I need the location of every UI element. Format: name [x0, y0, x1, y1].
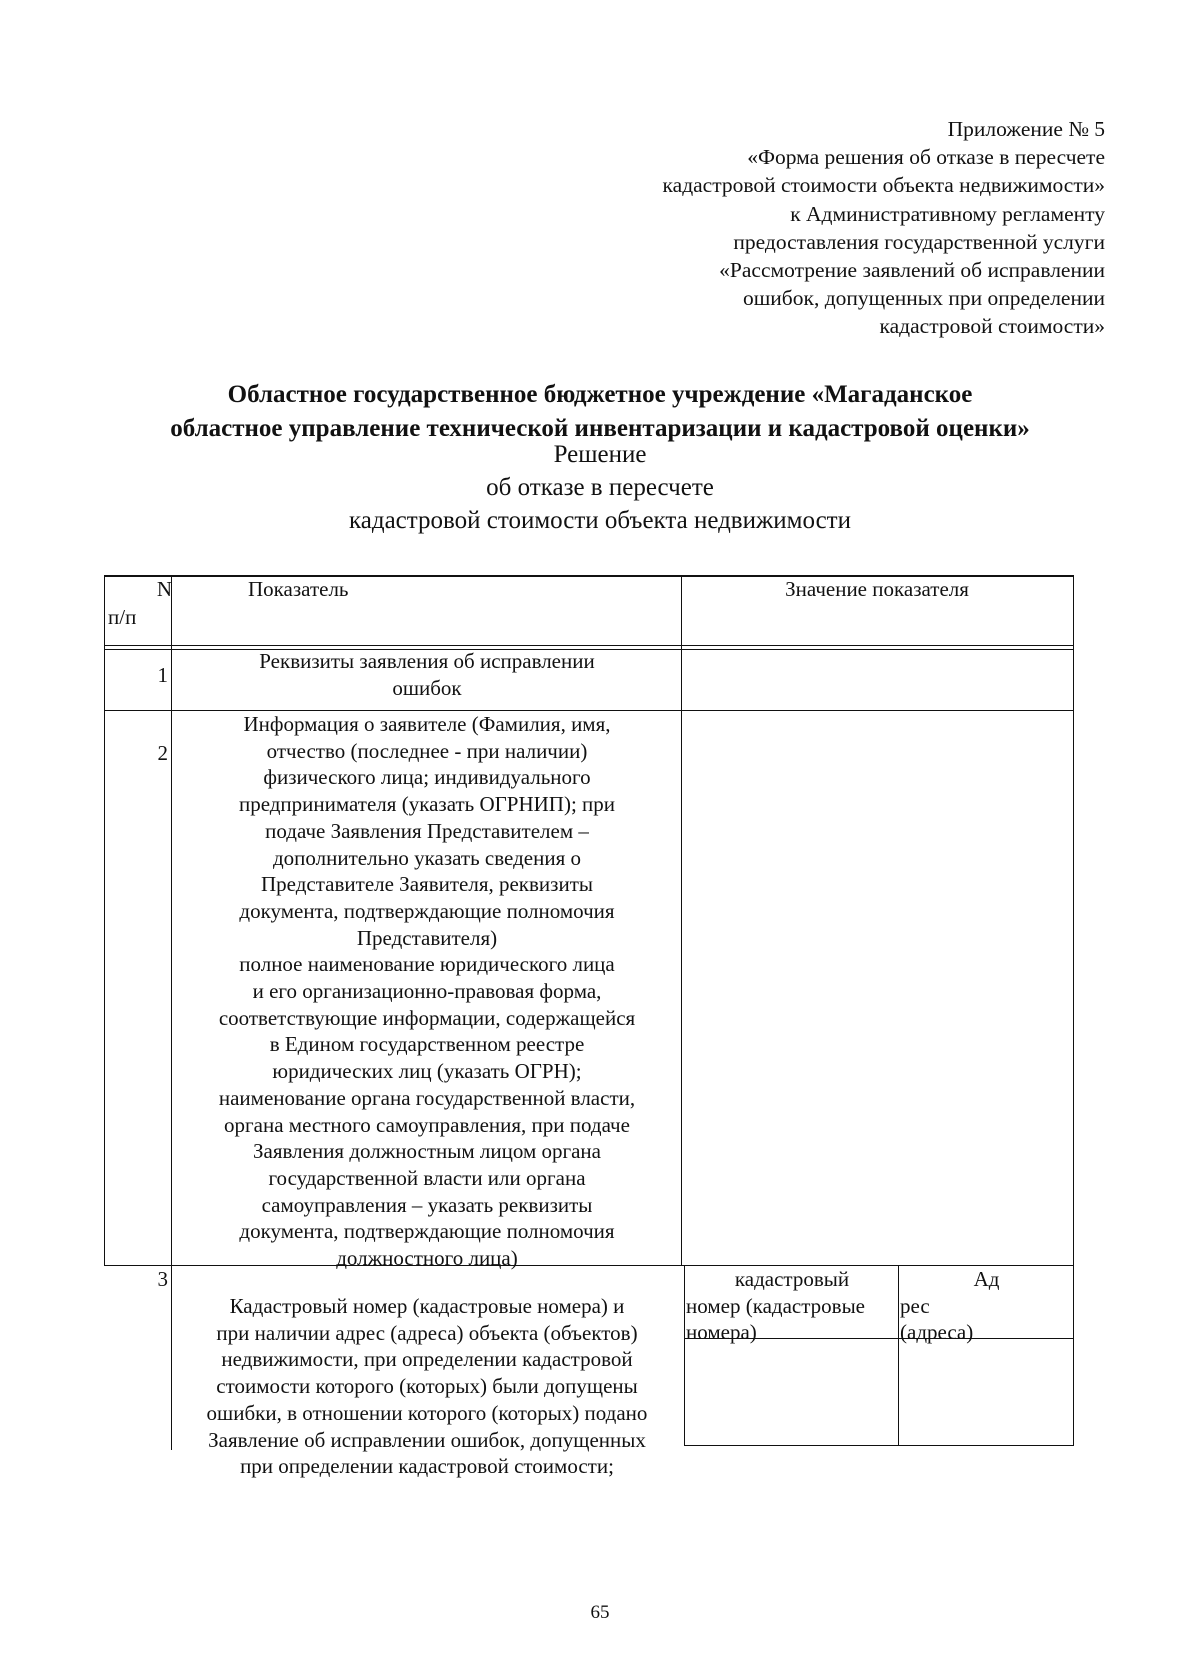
- subtable-bottom: [684, 1445, 1074, 1446]
- appendix-line: кадастровой стоимости»: [879, 314, 1105, 339]
- table-row-divider: [104, 645, 1074, 646]
- organization-line: областное управление технической инвентаризации и кадастровой оценки»: [170, 415, 1030, 442]
- appendix-line: предоставления государственной услуги: [733, 229, 1105, 254]
- subtable-middle: [898, 1265, 899, 1446]
- row-number: 3: [157, 1267, 168, 1291]
- row-indicator-text: Реквизиты заявления об исправлении ошибок: [259, 649, 595, 700]
- row-number: 1: [157, 663, 168, 687]
- appendix-line: «Форма решения об отказе в пересчете: [747, 145, 1105, 170]
- subheader-address: Ад рес (адреса): [900, 1267, 1000, 1345]
- decision-subtitle-line: об отказе в пересчете: [486, 474, 714, 501]
- row-indicator-text: Информация о заявителе (Фамилия, имя, отчество (последнее - при наличии) физического лица; индивидуального предпринимателя (указать ОГРНИП); при подаче Заявления Представителем – дополнительно указать сведения о Представителе Заявителя, реквизиты документа, подтверждающие полномочия Представителя) полное наименование юридического лица и его организационно-правовая форма, соответствующие информации, содержащейся в Едином государственном реестре юридических лиц (указать ОГРН); наименование органа государственной власти, органа местного самоуправления, при подаче Заявления должностным лицом органа государственной власти или органа самоуправления – указать реквизиты документа, подтверждающие полномочия должностного лица): [218, 712, 636, 1271]
- decision-subtitle-line: кадастровой стоимости объекта недвижимости: [349, 507, 851, 534]
- header-indicator: Показатель: [248, 577, 349, 601]
- page-number: 65: [590, 1602, 610, 1623]
- header-num-bottom: п/п: [108, 605, 137, 629]
- row-indicator-text: Кадастровый номер (кадастровые номера) и при наличии адрес (адреса) объекта (объектов) недвижимости, при определении кадастровой стоимости которого (которых) были допущены ошибки, в отношении которого (которых) подано Заявление об исправлении ошибок, допущенных при определении кадастровой стоимости;: [206, 1294, 648, 1479]
- table-border-right: [1073, 575, 1074, 1446]
- table-border-left: [104, 575, 105, 1266]
- decision-title: Решение: [553, 441, 647, 468]
- organization-line: Областное государственное бюджетное учреждение «Магаданское: [227, 381, 973, 408]
- header-value: Значение показателя: [785, 577, 969, 601]
- subheader-cadastral-number: кадастровый номер (кадастровые номера): [686, 1267, 866, 1345]
- appendix-line: к Административному регламенту: [790, 201, 1105, 226]
- appendix-line: «Рассмотрение заявлений об исправлении: [719, 258, 1105, 283]
- appendix-line: ошибок, допущенных при определении: [743, 286, 1105, 311]
- subtable-left: [684, 1265, 685, 1446]
- appendix-line: Приложение № 5: [947, 117, 1105, 141]
- header-num-top: N: [156, 577, 172, 601]
- row-number: 2: [157, 741, 168, 765]
- appendix-line: кадастровой стоимости объекта недвижимости»: [662, 173, 1105, 198]
